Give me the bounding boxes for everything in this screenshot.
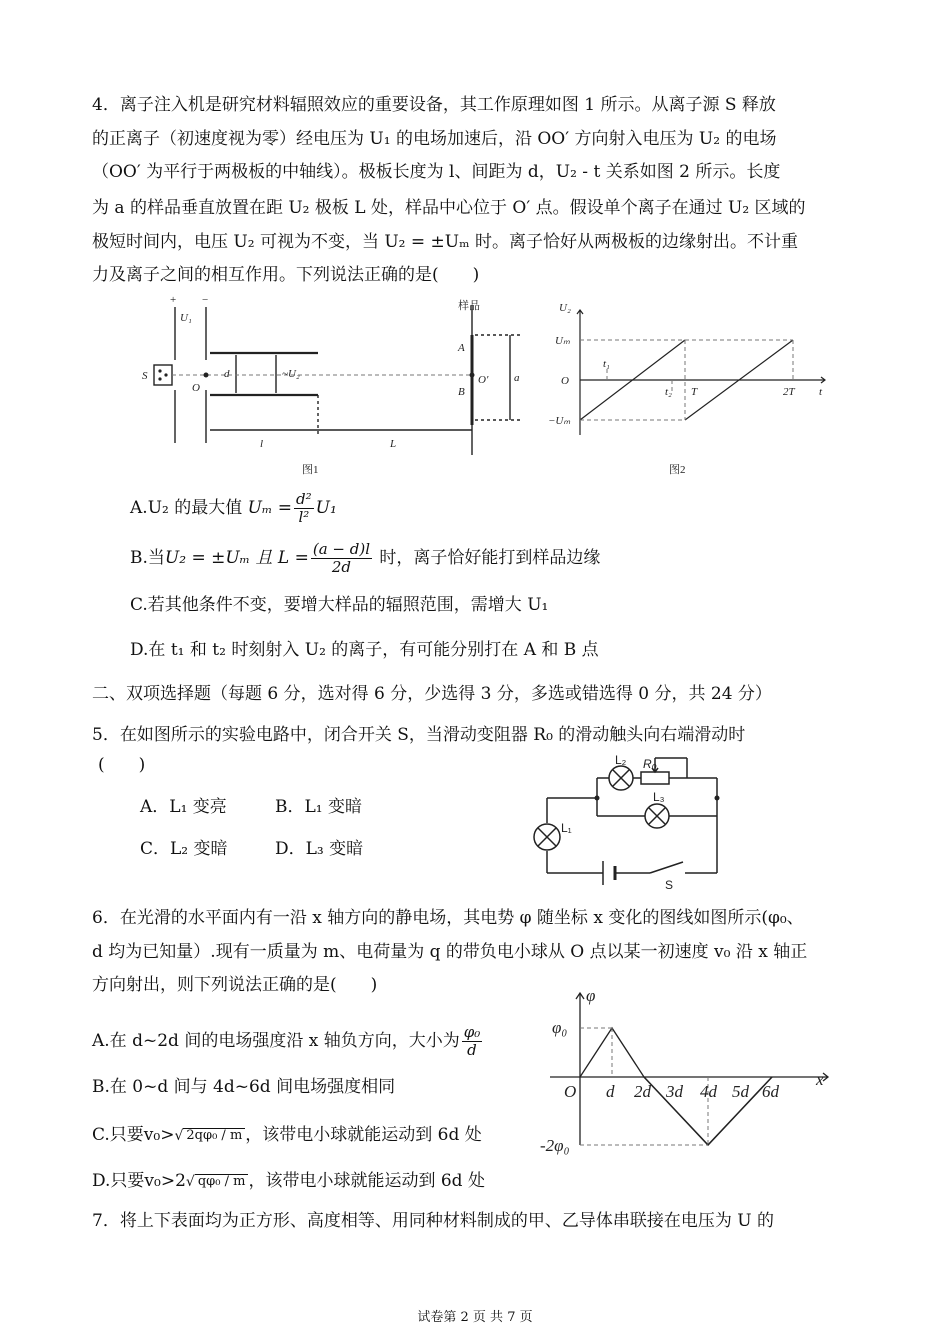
- q4-line-3: （OO′ 为平行于两极板的中轴线）。极板长度为 l、间距为 d，U₂ - t 关系如图 2 所示。长度: [92, 162, 781, 182]
- q5-option-c: C．L₂ 变暗: [140, 839, 228, 859]
- fig2-caption: 图2: [669, 464, 686, 476]
- q4-option-b: B.当U₂ = ±Uₘ 且 L = $\frac{(a - d)l}{2d}$ 时，离子恰好能打到样品边缘: [130, 540, 601, 576]
- figure-1-ion-implanter: [140, 295, 520, 480]
- graph-tick-5d: 5d: [732, 1082, 749, 1101]
- fig2-t1: t₁: [603, 358, 610, 370]
- fig2-t2: t₂: [665, 386, 672, 398]
- fig2-t-axis: t: [819, 386, 823, 398]
- fig2-um: Uₘ: [555, 335, 570, 347]
- q6-option-a: A.在 d~2d 间的电场强度沿 x 轴负方向，大小为 $\frac{\text{φ₀}}{d}$: [92, 1023, 481, 1059]
- q6-option-b: B.在 0~d 间与 4d~6d 间电场强度相同: [92, 1077, 396, 1097]
- q7-line-1: 7．将上下表面均为正方形、高度相等、用同种材料制成的甲、乙导体串联接在电压为 U 的: [92, 1211, 774, 1231]
- fig1-o: O: [192, 382, 200, 394]
- circuit-label-switch: S: [665, 878, 674, 892]
- fig1-b-point: B: [458, 386, 465, 398]
- fig1-plus: +: [170, 295, 177, 306]
- fig1-d: d: [224, 368, 230, 380]
- graph-tick-3d: 3d: [666, 1082, 683, 1101]
- fig2-neg-um: −Uₘ: [548, 415, 571, 427]
- circuit-diagram: [525, 748, 725, 893]
- fig1-a-length: a: [514, 372, 520, 384]
- q5-option-b: B．L₁ 变暗: [275, 797, 363, 817]
- q6-option-c: C.只要v₀>√ 2qφ₀ / m ，该带电小球就能运动到 6d 处: [92, 1125, 482, 1145]
- fig2-u2-axis: U₂: [559, 302, 571, 314]
- q4-line-5: 极短时间内，电压 U₂ 可视为不变，当 U₂ = ±Uₘ 时。离子恰好从两极板的边缘射出。不计重: [92, 232, 798, 252]
- q4-line-1: 4．离子注入机是研究材料辐照效应的重要设备，其工作原理如图 1 所示。从离子源 S 释放: [92, 95, 776, 115]
- fig2-t-period: T: [691, 386, 698, 398]
- fig1-caption: 图1: [302, 464, 319, 476]
- q5-line-2: ( ): [98, 755, 146, 775]
- fig1-l: l: [260, 438, 264, 450]
- graph-phi0: φ₀: [552, 1018, 568, 1037]
- q6-line-3: 方向射出，则下列说法正确的是( ): [92, 975, 378, 995]
- graph-tick-6d: 6d: [762, 1082, 779, 1101]
- fig1-big-l: L: [390, 438, 397, 450]
- fig1-o-prime: O′: [478, 374, 489, 386]
- q4-line-2: 的正离子（初速度视为零）经电压为 U₁ 的电场加速后，沿 OO′ 方向射入电压为 U₂ 的电场: [92, 129, 777, 149]
- graph-tick-4d: 4d: [700, 1082, 717, 1101]
- q4-line-6: 力及离子之间的相互作用。下列说法正确的是( ): [92, 265, 480, 285]
- fig1-u1: U₁: [180, 312, 192, 324]
- q6-line-2: d 均为已知量）.现有一质量为 m、电荷量为 q 的带负电小球从 O 点以某一初速度 v₀ 沿 x 轴正: [92, 942, 808, 962]
- figure-2-u2-t-graph: [545, 295, 835, 480]
- fig1-u2: ~U₂: [282, 368, 300, 380]
- q4-line-4: 为 a 的样品垂直放置在距 U₂ 极板 L 处，样品中心位于 O′ 点。假设单个离子在通过 U₂ 区域的: [92, 198, 806, 218]
- circuit-label-l3: L₃: [653, 790, 665, 804]
- circuit-label-l2: L₂: [615, 753, 627, 767]
- section-2-heading: 二、双项选择题（每题 6 分，选对得 6 分，少选得 3 分，多选或错选得 0 分，共 24 分）: [92, 684, 772, 704]
- fig1-s: S: [142, 370, 148, 382]
- q5-option-d: D．L₃ 变暗: [275, 839, 364, 859]
- circuit-label-l1: L₁: [561, 821, 572, 835]
- q6-line-1: 6．在光滑的水平面内有一沿 x 轴方向的静电场，其电势 φ 随坐标 x 变化的图线如图所示(φ₀、: [92, 908, 804, 928]
- fig2-origin: O: [561, 375, 569, 387]
- fig1-sample: 样品: [458, 300, 480, 312]
- graph-x-axis: x: [816, 1070, 824, 1089]
- q5-line-1: 5．在如图所示的实验电路中，闭合开关 S，当滑动变阻器 R₀ 的滑动触头向右端滑动时: [92, 725, 746, 745]
- fig1-a-point: A: [458, 342, 465, 354]
- graph-tick-2d: 2d: [634, 1082, 651, 1101]
- graph-tick-d: d: [606, 1082, 615, 1101]
- fig2-2t: 2T: [783, 386, 795, 398]
- q4-option-c: C.若其他条件不变，要增大样品的辐照范围，需增大 U₁: [130, 595, 549, 615]
- q5-option-a: A．L₁ 变亮: [140, 797, 227, 817]
- graph-phi-axis: φ: [586, 986, 596, 1005]
- circuit-label-r0: R₀: [643, 757, 657, 771]
- graph-origin: O: [564, 1082, 577, 1101]
- fig1-minus: −: [202, 295, 209, 306]
- q4-option-a: A.U₂ 的最大值 Uₘ = $\frac{\text{d²}}{\text{l²}}$ U₁: [130, 490, 337, 526]
- q6-option-d: D.只要v₀>2√ qφ₀ / m ，该带电小球就能运动到 6d 处: [92, 1171, 485, 1191]
- q4-option-d: D.在 t₁ 和 t₂ 时刻射入 U₂ 的离子，有可能分别打在 A 和 B 点: [130, 640, 599, 660]
- page-footer: 试卷第 2 页 共 7 页: [417, 1310, 533, 1325]
- q6-potential-graph: [540, 985, 840, 1160]
- graph-neg-2phi0: -2φ₀: [540, 1136, 570, 1155]
